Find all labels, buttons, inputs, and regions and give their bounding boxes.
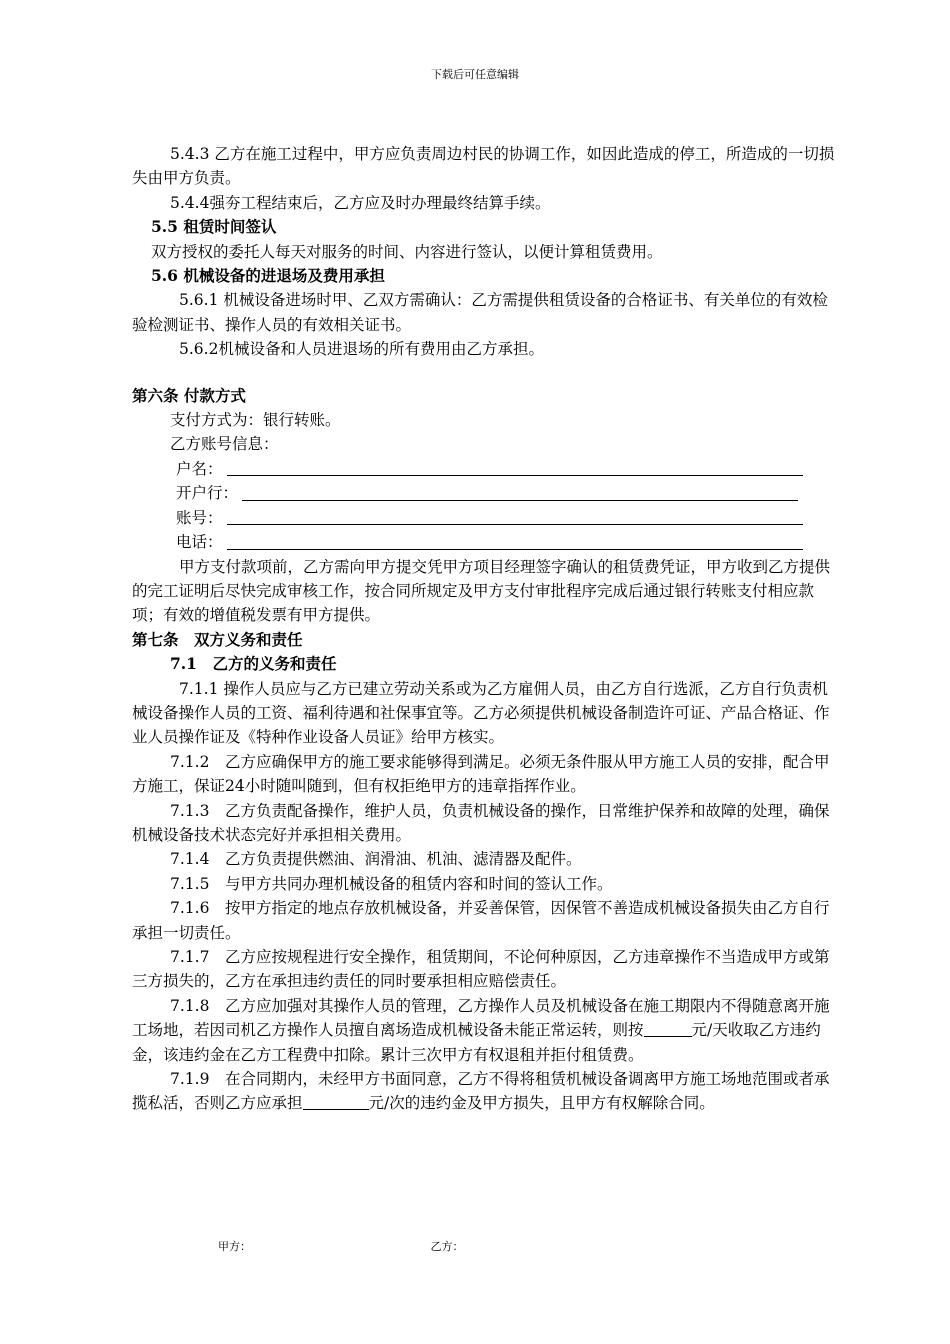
clause-7-1-7: 7.1.7 乙方应按规程进行安全操作，租赁期间，不论何种原因，乙方违章操作不当造成甲方或第三方损失的，乙方在承担违约责任的同时要承担相应赔偿责任。 [132,948,830,991]
clause-7-1-9-part1: 7.1.9 在合同期内，未经甲方书面同意，乙方不得将租赁机械设备调离甲方施工场地范围或者承揽私活，否则乙方应承担 [132,1070,830,1113]
section-5-5-body: 双方授权的委托人每天对服务的时间、内容进行签认，以便计算租赁费用。 [151,242,663,261]
document-body [132,142,840,1116]
clause-7-1-5: 7.1.5 与甲方共同办理机械设备的租赁内容和时间的签认工作。 [170,874,613,893]
clause-7-1-8-part2: 元/天收取乙方违约金，该违约金在乙方工程费中扣除。累计三次甲方有权退租并拒付租赁费。 [132,1021,821,1064]
phone-field [132,530,840,554]
account-number-field [132,506,840,530]
bank-label: 开户行： [176,484,239,503]
phone-label: 电话： [176,533,223,552]
section-5-6-title: 5.6 机械设备的进退场及费用承担 [151,266,385,286]
account-number-label: 账号： [176,508,223,527]
signature-footer [218,1238,464,1254]
clause-5-4-3: 5.4.3 乙方在施工过程中，甲方应负责周边村民的协调工作，如因此造成的停工，所造成的一切损失由甲方负责。 [132,145,835,188]
party-a-signature-label: 甲方： [218,1240,251,1253]
clause-7-1-4: 7.1.4 乙方负责提供燃油、润滑油、机油、滤清器及配件。 [170,850,582,869]
payment-method: 支付方式为：银行转账。 [170,411,341,430]
clause-7-1-9 [132,1067,840,1116]
account-number-blank [227,508,803,525]
account-name-field [132,457,840,481]
account-name-blank [227,459,803,476]
clause-5-6-2: 5.6.2机械设备和人员进退场的所有费用由乙方承担。 [179,340,544,359]
per-time-penalty-blank [303,1093,369,1110]
section-5-5-title: 5.5 租赁时间签认 [151,217,277,237]
clause-7-1-1: 7.1.1 操作人员应与乙方已建立劳动关系或为乙方雇佣人员，由乙方自行选派，乙方自行负责机械设备操作人员的工资、福利待遇和社保事宜等。乙方必须提供机械设备制造许可证、产品合格证、作业人员操作证及《特种作业设备人员证》给甲方核实。 [132,679,830,747]
bank-field [132,481,840,505]
article-7-title: 第七条 双方义务和责任 [132,629,303,649]
clause-7-1-2: 7.1.2 乙方应确保甲方的施工要求能够得到满足。必须无条件服从甲方施工人员的安排，配合甲方施工，保证24小时随叫随到，但有权拒绝甲方的违章指挥作业。 [132,752,830,796]
payment-terms: 甲方支付款项前，乙方需向甲方提交凭甲方项目经理签字确认的租赁费凭证，甲方收到乙方提供的完工证明后尽快完成审核工作，按合同所规定及甲方支付审批程序完成后通过银行转账支付相应款项；有效的增值税发票有甲方提供。 [132,557,831,625]
clause-7-1-6: 7.1.6 按甲方指定的地点存放机械设备，并妥善保管，因保管不善造成机械设备损失由乙方自行承担一切责任。 [132,899,830,942]
spacer [132,362,840,384]
clause-7-1-8 [132,994,840,1067]
phone-blank [227,533,803,550]
section-7-1-title: 7.1 乙方的义务和责任 [170,654,337,674]
clause-5-4-4: 5.4.4强夯工程结束后，乙方应及时办理最终结算手续。 [170,193,551,212]
clause-7-1-8-part1: 7.1.8 乙方应加强对其操作人员的管理，乙方操作人员及机械设备在施工期限内不得随意离开施工场地，若因司机乙方操作人员擅自离场造成机械设备未能正常运转，则按 [132,996,830,1040]
page-header: 下载后可任意编辑 [431,68,519,81]
daily-penalty-blank [644,1020,692,1037]
bank-blank [242,484,798,501]
article-6-title: 第六条 付款方式 [132,385,246,405]
clause-7-1-9-part2: 元/次的违约金及甲方损失，且甲方有权解除合同。 [368,1094,715,1113]
clause-7-1-3: 7.1.3 乙方负责配备操作，维护人员，负责机械设备的操作，日常维护保养和故障的处理，确保机械设备技术状态完好并承担相关费用。 [132,801,830,844]
account-info-label: 乙方账号信息： [170,435,279,454]
clause-5-6-1: 5.6.1 机械设备进场时甲、乙双方需确认：乙方需提供租赁设备的合格证书、有关单位的有效检验检测证书、操作人员的有效相关证书。 [132,291,828,334]
party-b-signature-label: 乙方： [430,1240,464,1253]
account-name-label: 户名： [176,459,223,478]
